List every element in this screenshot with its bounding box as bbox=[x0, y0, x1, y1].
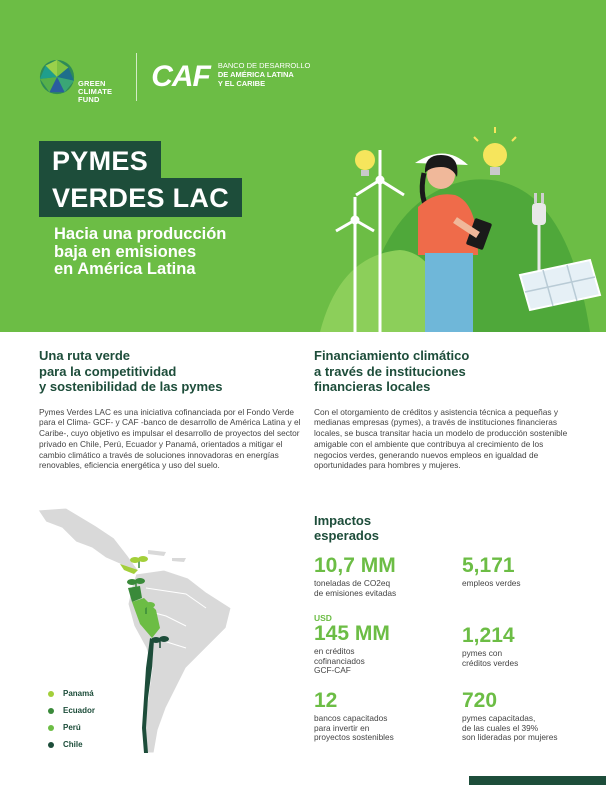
stat-green-jobs: 5,171 empleos verdes bbox=[462, 554, 521, 588]
legend-item-chile: Chile bbox=[48, 736, 95, 753]
legend-item-panama: Panamá bbox=[48, 685, 95, 702]
gcf-name: GREEN CLIMATE FUND bbox=[78, 79, 113, 104]
page-subtitle: Hacia una producción baja en emisiones en América Latina bbox=[54, 225, 227, 278]
caf-name: BANCO DE DESARROLLO DE AMÉRICA LATINA Y EL CARIBE bbox=[217, 60, 311, 88]
section-heading-financiamiento: Financiamiento climático a través de instituciones financieras locales bbox=[314, 348, 470, 394]
woman-renewable-energy-illustration bbox=[320, 125, 606, 332]
lightbulb-icon bbox=[474, 127, 516, 175]
footer-accent-bar bbox=[469, 776, 606, 785]
stat-pymes-credits: 1,214 pymes con créditos verdes bbox=[462, 624, 519, 668]
impacts-heading: Impactos esperados bbox=[314, 513, 380, 543]
intro-column bbox=[39, 348, 301, 471]
logo-divider bbox=[136, 53, 137, 101]
gcf-globe-icon bbox=[38, 58, 76, 96]
legend-dot bbox=[48, 708, 54, 714]
lightbulb-icon bbox=[355, 150, 375, 176]
section-heading-ruta-verde: Una ruta verde para la competitividad y sostenibilidad de las pymes bbox=[39, 348, 223, 394]
caf-logo: CAF bbox=[151, 60, 210, 93]
map-legend bbox=[48, 685, 95, 753]
stat-pymes-trained: 720 pymes capacitadas, de las cuales el 39% son lideradas por mujeres bbox=[462, 689, 558, 742]
intro-paragraph: Pymes Verdes LAC es una iniciativa cofinanciada por el Fondo Verde para el Clima- GCF- y CAF -banco de desarrollo de América Latina y el Caribe-, cuyo objetivo es impulsar el desarrollo de proyectos del sector privado en Chile, Perú, Ecuador y Panamá, orientados a mitigar el cambio climático a través de soluciones innovadoras en energías renovables, eficiencia energética y uso del suelo. bbox=[39, 406, 301, 471]
legend-dot bbox=[48, 725, 54, 731]
stat-emissions: 10,7 MM toneladas de CO2eq de emisiones evitadas bbox=[314, 554, 397, 598]
legend-item-ecuador: Ecuador bbox=[48, 702, 95, 719]
page-title-line-1: PYMES bbox=[39, 141, 161, 180]
gcf-logo bbox=[38, 50, 112, 104]
stat-banks-trained: 12 bancos capacitados para invertir en proyectos sostenibles bbox=[314, 689, 394, 742]
financing-paragraph: Con el otorgamiento de créditos y asistencia técnica a pequeñas y medianas empresas (pymes), a través de instituciones financieras locales, se busca transitar hacia un modelo de producción sostenible amigable con el ambiente que contribuya al crecimiento de los negocios verdes, generando nuevos empleos en igualdad de oportunidades para hombres y mujeres. bbox=[314, 406, 568, 471]
legend-dot bbox=[48, 742, 54, 748]
legend-dot bbox=[48, 691, 54, 697]
page-title-line-2: VERDES LAC bbox=[39, 178, 242, 217]
hero-banner bbox=[0, 0, 606, 332]
logos bbox=[38, 50, 310, 104]
financing-column bbox=[314, 348, 574, 471]
legend-item-peru: Perú bbox=[48, 719, 95, 736]
stat-credits: USD 145 MM en créditos cofinanciados GCF-CAF bbox=[314, 613, 390, 675]
